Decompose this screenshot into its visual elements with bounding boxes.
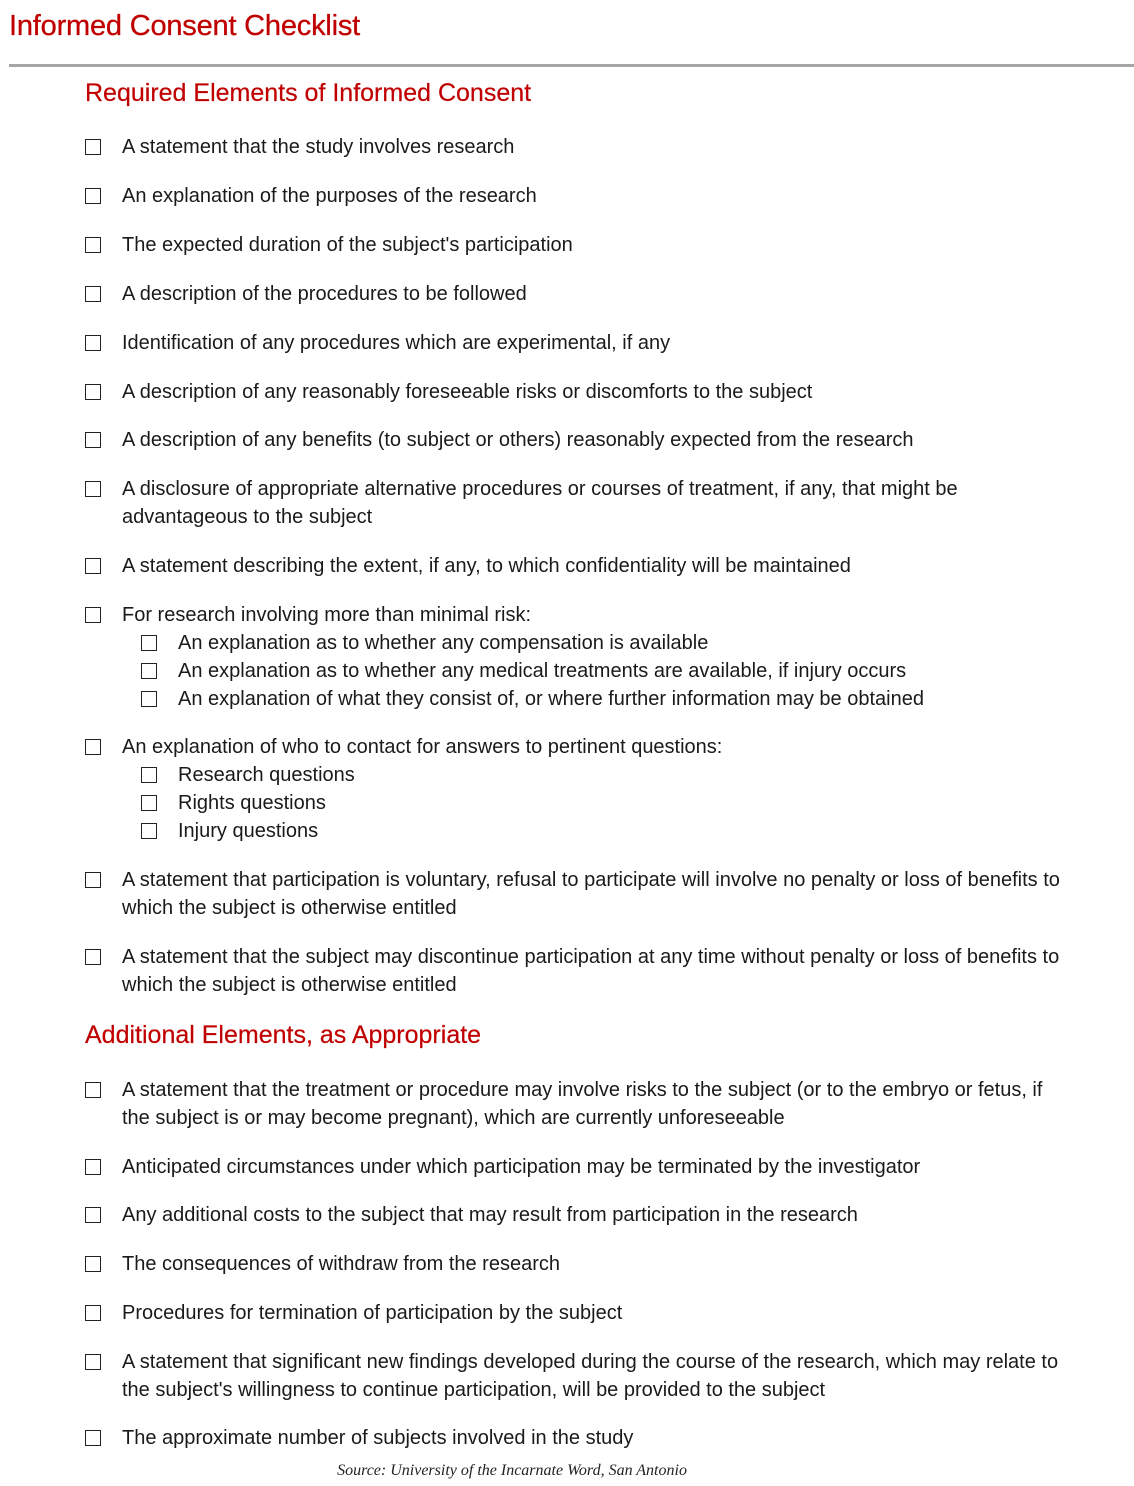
checkbox[interactable]: [85, 949, 101, 965]
checklist-item-text: A statement that the treatment or procedure may involve risks to the subject (or to the embryo or fetus, if the subject is or may become pregnant), which are currently unforeseeable: [122, 1079, 1043, 1129]
checklist-item-text: A statement that participation is voluntary, refusal to participate will involve no penalty or loss of benefits to which the subject is otherwise entitled: [122, 869, 1060, 919]
checkbox[interactable]: [85, 872, 101, 888]
checkbox[interactable]: [85, 286, 101, 302]
checkbox[interactable]: [141, 767, 157, 783]
checklist-item: [85, 1250, 1075, 1278]
checklist-item-group: [85, 733, 1075, 845]
checklist-item: [85, 475, 1075, 531]
checklist-item: [85, 1153, 1075, 1181]
checklist-item: [85, 552, 1075, 580]
checklist-subitem-text: An explanation as to whether any compensation is available: [178, 632, 709, 654]
checkbox[interactable]: [85, 1305, 101, 1321]
checklist-subitem-text: An explanation as to whether any medical treatments are available, if injury occurs: [178, 660, 907, 682]
checkbox[interactable]: [85, 1256, 101, 1272]
checklist-subitem-text: Research questions: [178, 764, 355, 786]
checkbox[interactable]: [85, 237, 101, 253]
checklist-subitem: [141, 817, 1075, 845]
checkbox[interactable]: [141, 635, 157, 651]
checkbox[interactable]: [85, 481, 101, 497]
checkbox[interactable]: [85, 1207, 101, 1223]
checklist-subitem: [141, 685, 1075, 713]
checklist-item-text: Identification of any procedures which are experimental, if any: [122, 332, 671, 354]
checkbox[interactable]: [85, 384, 101, 400]
checklist-item-text: A description of the procedures to be followed: [122, 283, 527, 305]
title-divider: [9, 64, 1134, 67]
checkbox[interactable]: [141, 691, 157, 707]
checklist-item-text: An explanation of the purposes of the research: [122, 185, 537, 207]
checklist-item: [85, 943, 1075, 999]
checklist-item: [85, 378, 1075, 406]
checklist-item-text: Any additional costs to the subject that may result from participation in the research: [122, 1204, 858, 1226]
checklist-item-text: A statement describing the extent, if any, to which confidentiality will be maintained: [122, 555, 851, 577]
checkbox[interactable]: [85, 739, 101, 755]
checkbox[interactable]: [85, 139, 101, 155]
checkbox[interactable]: [85, 558, 101, 574]
checklist-item: [85, 231, 1075, 259]
checkbox[interactable]: [141, 795, 157, 811]
checklist-item: [85, 1299, 1075, 1327]
checklist-item: [85, 182, 1075, 210]
checklist-item: [85, 1201, 1075, 1229]
checklist-item-text: Anticipated circumstances under which participation may be terminated by the investigator: [122, 1156, 921, 1178]
checkbox[interactable]: [85, 432, 101, 448]
checkbox[interactable]: [85, 607, 101, 623]
checklist-subitem: [141, 629, 1075, 657]
checklist-item-text: A disclosure of appropriate alternative procedures or courses of treatment, if any, that might be advantageous to the subject: [122, 478, 958, 528]
checkbox[interactable]: [85, 335, 101, 351]
checklist-item-text: A statement that significant new findings developed during the course of the research, which may relate to the subject's willingness to continue participation, will be provided to the subject: [122, 1351, 1059, 1401]
checkbox[interactable]: [141, 823, 157, 839]
checklist-subitem: [141, 789, 1075, 817]
checklist-subitem-text: Rights questions: [178, 792, 326, 814]
checklist-item: [85, 1348, 1075, 1404]
checkbox[interactable]: [85, 1159, 101, 1175]
checkbox[interactable]: [85, 1430, 101, 1446]
checklist-item-text: The approximate number of subjects involved in the study: [122, 1427, 634, 1449]
checklist-item-text: A statement that the subject may discontinue participation at any time without penalty or loss of benefits to which the subject is otherwise entitled: [122, 946, 1060, 996]
checklist-item-text: The consequences of withdraw from the research: [122, 1253, 560, 1275]
section-heading-required: Required Elements of Informed Consent: [85, 79, 532, 107]
checklist-item: [85, 426, 1075, 454]
checklist-item-text: Procedures for termination of participation by the subject: [122, 1302, 623, 1324]
checklist-item-text: For research involving more than minimal risk:: [122, 604, 532, 626]
checklist-item-text: The expected duration of the subject's participation: [122, 234, 573, 256]
checklist-subitem: [141, 657, 1075, 685]
checklist-item: [85, 1424, 1075, 1452]
checklist-subitem: [141, 761, 1075, 789]
source-citation: Source: University of the Incarnate Word, San Antonio: [337, 1462, 687, 1479]
checklist-subitem-text: An explanation of what they consist of, or where further information may be obtained: [178, 688, 924, 710]
checklist-item-text: An explanation of who to contact for answers to pertinent questions:: [122, 736, 723, 758]
checkbox[interactable]: [141, 663, 157, 679]
section-heading-additional: Additional Elements, as Appropriate: [85, 1021, 482, 1049]
checklist-item-group: [85, 601, 1075, 713]
checkbox[interactable]: [85, 188, 101, 204]
checklist-item: [85, 1076, 1075, 1132]
checkbox[interactable]: [85, 1354, 101, 1370]
checklist-item-text: A statement that the study involves research: [122, 136, 515, 158]
document-title: Informed Consent Checklist: [9, 10, 361, 42]
checklist-item-text: A description of any benefits (to subject or others) reasonably expected from the research: [122, 429, 914, 451]
checklist-item: [85, 280, 1075, 308]
checklist-item: [85, 133, 1075, 161]
checklist-item-text: A description of any reasonably foreseeable risks or discomforts to the subject: [122, 381, 813, 403]
checklist-item: [85, 329, 1075, 357]
checklist-subitem-text: Injury questions: [178, 820, 319, 842]
checkbox[interactable]: [85, 1082, 101, 1098]
checklist-item: [85, 866, 1075, 922]
